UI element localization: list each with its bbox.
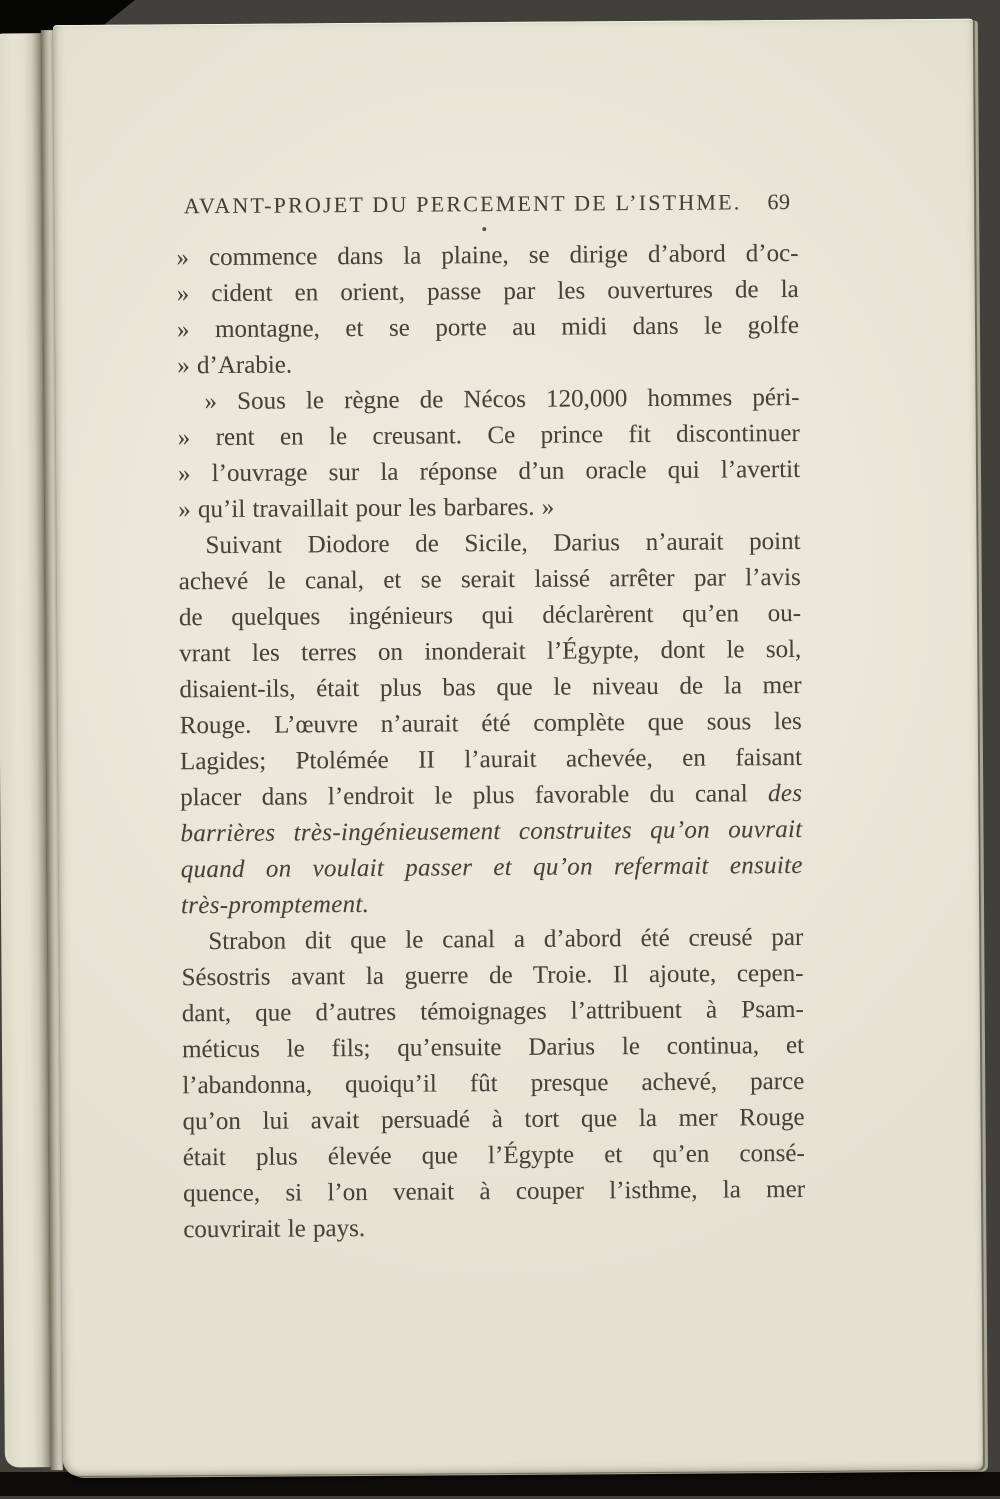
page-content — [176, 188, 805, 1248]
text-run: » montagne, et se porte au midi dans le golfe — [176, 311, 800, 344]
text-run: Sésostris avant la guerre de Troie. Il ajoute, cepen- — [181, 959, 804, 992]
header-title: AVANT-PROJET DU PERCEMENT DE L’ISTHME. — [183, 189, 742, 219]
text-run: » l’ouvrage sur la réponse d’un oracle qui l’avertit — [177, 455, 801, 488]
text-line — [179, 632, 801, 672]
book-page — [53, 19, 983, 1476]
text-line — [181, 920, 803, 960]
italic-text-run: barrières très-ingénieusement construites qu’on ouvrait — [180, 815, 803, 848]
text-line — [179, 596, 801, 636]
text-run: disaient-ils, était plus bas que le niveau de la mer — [179, 671, 802, 704]
text-line — [177, 380, 799, 420]
text-line — [177, 344, 799, 384]
text-line — [180, 776, 802, 816]
text-run: » Sous le règne de Nécos 120,000 hommes péri- — [204, 383, 800, 416]
text-line — [182, 992, 804, 1032]
text-line — [176, 236, 798, 276]
text-run: méticus le fils; qu’ensuite Darius le continua, et — [181, 1031, 805, 1064]
text-run: Rouge. L’œuvre n’aurait été complète que sous les — [179, 707, 802, 740]
text-line — [181, 848, 803, 888]
ink-dot — [482, 227, 486, 231]
text-run: de quelques ingénieurs qui déclarèrent qu’en ou- — [178, 599, 802, 632]
text-line — [181, 956, 803, 996]
text-run: achevé le canal, et se serait laissé arrêter par l’avis — [178, 563, 801, 596]
running-header — [176, 188, 798, 220]
italic-text-run: très-promptement. — [180, 890, 370, 920]
text-run: vrant les terres on inonderait l’Égypte, dont le sol, — [179, 635, 802, 668]
text-line — [182, 1064, 804, 1104]
text-line — [183, 1208, 805, 1248]
text-run: Strabon dit que le canal a d’abord été creusé par — [208, 923, 804, 956]
text-line — [178, 488, 800, 528]
text-line — [178, 416, 800, 456]
text-run: » cident en orient, passe par les ouvertures de la — [176, 275, 799, 308]
text-line — [182, 1100, 804, 1140]
text-run: qu’on lui avait persuadé à tort que la mer Rouge — [182, 1103, 805, 1136]
text-line — [178, 524, 800, 564]
text-line — [180, 812, 802, 852]
text-line — [179, 668, 801, 708]
text-line — [181, 884, 803, 924]
text-run: » d’Arabie. — [177, 351, 293, 380]
body-text — [176, 236, 805, 1248]
paragraph — [176, 236, 799, 384]
text-run: était plus élevée que l’Égypte et qu’en consé- — [182, 1139, 805, 1172]
text-line — [182, 1028, 804, 1068]
text-run: dant, que d’autres témoignages l’attribuent à Psam- — [181, 995, 804, 1028]
text-line — [180, 740, 802, 780]
paragraph — [181, 920, 805, 1248]
text-run: quence, si l’on venait à couper l’isthme, la mer — [182, 1175, 806, 1208]
text-run: » rent en le creusant. Ce prince fit discontinuer — [177, 419, 800, 452]
text-line — [177, 308, 799, 348]
text-line — [179, 560, 801, 600]
paragraph — [177, 380, 800, 528]
text-run: l’abandonna, quoiqu’il fût presque achevé, parce — [182, 1067, 805, 1100]
text-run: Suivant Diodore de Sicile, Darius n’aurait point — [205, 527, 801, 560]
text-line — [180, 704, 802, 744]
paragraph — [178, 524, 803, 924]
italic-text-run: quand on voulait passer et qu’on refermait ensuite — [180, 851, 803, 884]
text-run: placer dans l’endroit le plus favorable du canal — [180, 780, 769, 812]
text-line — [183, 1172, 805, 1212]
italic-text-run: des — [767, 779, 803, 808]
page-number: 69 — [767, 188, 791, 215]
text-run: » commence dans la plaine, se dirige d’abord d’oc- — [176, 239, 799, 272]
text-line — [177, 272, 799, 312]
text-line — [178, 452, 800, 492]
text-run: couvrirait le pays. — [183, 1214, 366, 1244]
text-line — [183, 1136, 805, 1176]
text-run: Lagides; Ptolémée II l’aurait achevée, en faisant — [179, 743, 803, 776]
text-run: » qu’il travaillait pour les barbares. » — [178, 493, 555, 524]
